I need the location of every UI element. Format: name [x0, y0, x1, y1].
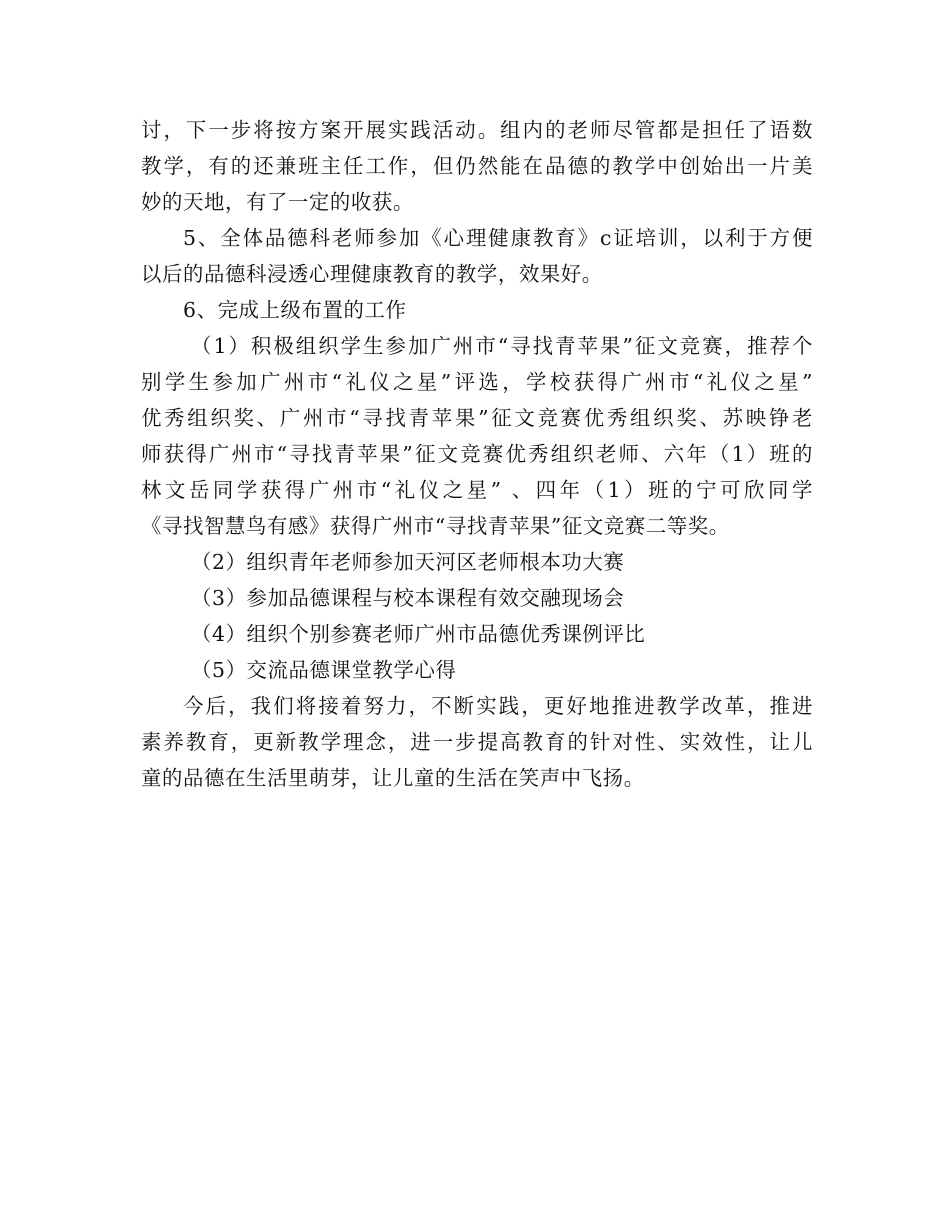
text-line: 今后，我们将接着努力，不断实践，更好地推进教学改革，推进	[183, 694, 813, 718]
text-line: （4）组织个别参赛老师广州市品德优秀课例评比	[191, 622, 646, 646]
text-line: 以后的品德科浸透心理健康教育的教学，效果好。	[141, 262, 603, 286]
text-line: 《寻找智慧鸟有感》获得广州市“寻找青苹果”征文竞赛二等奖。	[141, 514, 730, 538]
text-line: 林文岳同学获得广州市“礼仪之星” 、四年（1）班的宁可欣同学	[141, 478, 813, 502]
text-line: 童的品德在生活里萌芽，让儿童的生活在笑声中飞扬。	[141, 766, 645, 790]
text-line: （3）参加品德课程与校本课程有效交融现场会	[191, 586, 625, 610]
text-line: 师获得广州市“寻找青苹果”征文竞赛优秀组织老师、六年（1）班的	[141, 442, 813, 466]
text-line: 讨，下一步将按方案开展实践活动。组内的老师尽管都是担任了语数	[141, 118, 813, 142]
text-line: 5、全体品德科老师参加《心理健康教育》c证培训，以利于方便	[183, 226, 813, 250]
text-line: （5）交流品德课堂教学心得	[191, 658, 457, 682]
text-line: 别学生参加广州市“礼仪之星”评选，学校获得广州市“礼仪之星”	[141, 370, 813, 394]
text-line: （2）组织青年老师参加天河区老师根本功大赛	[191, 550, 625, 574]
text-line: （1）积极组织学生参加广州市“寻找青苹果”征文竞赛，推荐个	[191, 334, 813, 358]
text-line: 优秀组织奖、广州市“寻找青苹果”征文竞赛优秀组织奖、苏映铮老	[141, 406, 813, 430]
document-body	[141, 112, 813, 796]
text-line: 妙的天地，有了一定的收获。	[141, 190, 414, 214]
text-line: 教学，有的还兼班主任工作，但仍然能在品德的教学中创始出一片美	[141, 154, 813, 178]
text-line: 素养教育，更新教学理念，进一步提高教育的针对性、实效性，让儿	[141, 730, 813, 754]
text-line: 6、完成上级布置的工作	[183, 298, 407, 322]
